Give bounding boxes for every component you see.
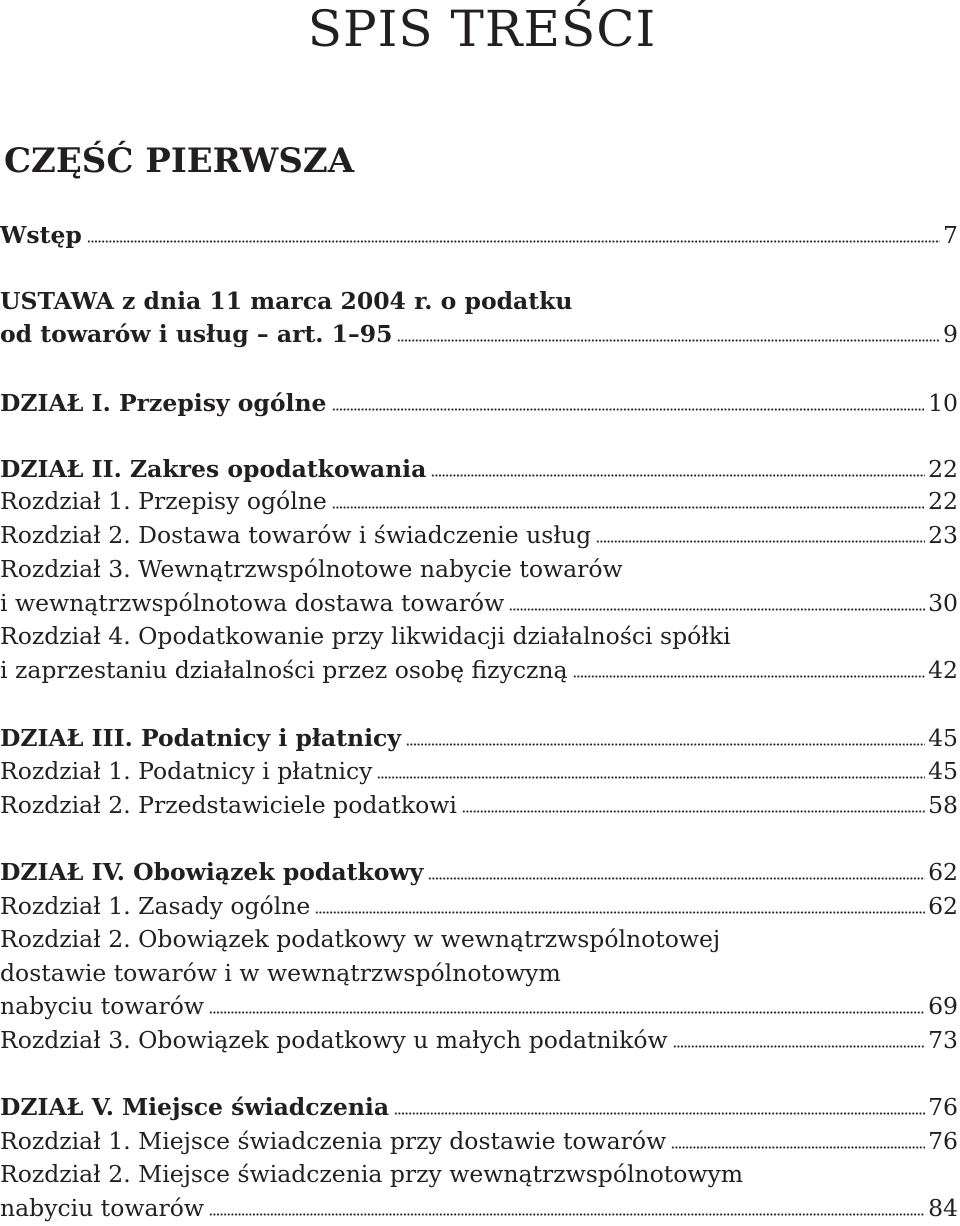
toc-entry-page: 10 [928, 389, 958, 417]
part-title: CZĘŚĆ PIERWSZA [4, 141, 355, 181]
toc-entry-title: Rozdział 1. Zasady ogólne [0, 892, 311, 920]
toc-entry-title: DZIAŁ V. Miejsce świadczenia [0, 1093, 390, 1121]
toc-entry-title: USTAWA z dnia 11 marca 2004 r. o podatku [0, 287, 573, 315]
toc-entry-title: Rozdział 3. Wewnątrzwspólnotowe nabycie towarów [0, 555, 623, 583]
toc-entry [0, 989, 958, 1023]
toc-entry-title: DZIAŁ I. Przepisy ogólne [0, 389, 327, 417]
toc-entry-page: 69 [928, 992, 958, 1020]
toc-entry-title: Rozdział 3. Obowiązek podatkowy u małych podatników [0, 1026, 668, 1054]
toc-entry-title: nabyciu towarów [0, 992, 204, 1020]
dot-leader [377, 770, 925, 779]
dot-leader [397, 333, 940, 342]
toc-entry [0, 1191, 958, 1225]
toc-entry-title: DZIAŁ II. Zakres opodatkowania [0, 455, 427, 483]
dot-leader [428, 871, 925, 880]
toc-entry-title: DZIAŁ III. Podatnicy i płatnicy [0, 724, 401, 752]
toc-entry [0, 518, 958, 552]
toc-entry [0, 619, 958, 653]
toc-entry [0, 317, 958, 351]
dot-leader [332, 500, 925, 509]
toc-entry-title: nabyciu towarów [0, 1194, 204, 1222]
toc-entry-title: Rozdział 1. Podatnicy i płatnicy [0, 757, 373, 785]
dot-leader [596, 534, 925, 543]
toc-entry [0, 1124, 958, 1158]
toc-entry [0, 452, 958, 486]
toc-entry-title: Rozdział 2. Obowiązek podatkowy w wewnątrzwspólnotowej [0, 925, 721, 953]
dot-leader [671, 1140, 925, 1149]
toc-entry-title: dostawie towarów i w wewnątrzwspólnotowym [0, 959, 561, 987]
toc-entry-title: Rozdział 1. Miejsce świadczenia przy dostawie towarów [0, 1127, 667, 1155]
dot-leader [315, 905, 925, 914]
toc-entry-page: 84 [928, 1194, 958, 1222]
toc-entry-title: i wewnątrzwspólnotowa dostawa towarów [0, 589, 505, 617]
toc-entry [0, 788, 958, 822]
dot-leader [209, 1005, 925, 1014]
toc-entry-page: 62 [928, 892, 958, 920]
dot-leader [673, 1039, 926, 1048]
toc-entry [0, 922, 958, 956]
dot-leader [332, 402, 926, 411]
dot-leader [209, 1207, 925, 1216]
toc-entry-title: od towarów i usług – art. 1–95 [0, 320, 393, 348]
dot-leader [509, 602, 925, 611]
toc-entry [0, 1023, 958, 1057]
toc-entry-page: 9 [943, 320, 958, 348]
toc-entry-page: 62 [928, 858, 958, 886]
toc-entry [0, 855, 958, 889]
toc-entry-page: 45 [928, 757, 958, 785]
toc-entry [0, 754, 958, 788]
toc-entry-page: 23 [928, 521, 958, 549]
toc-entry-title: Rozdział 4. Opodatkowanie przy likwidacji działalności spółki [0, 622, 731, 650]
toc-entry [0, 721, 958, 755]
toc-entry-page: 76 [928, 1127, 958, 1155]
toc-entry [0, 484, 958, 518]
toc-entry [0, 386, 958, 420]
dot-leader [573, 669, 926, 678]
toc-entry-title: DZIAŁ IV. Obowiązek podatkowy [0, 858, 424, 886]
page-title: SPIS TREŚCI [307, 0, 657, 58]
toc-entry-page: 22 [928, 487, 958, 515]
toc-entry [0, 284, 958, 318]
toc-entry-page: 76 [928, 1093, 958, 1121]
toc-entry [0, 653, 958, 687]
toc-entry-title: i zaprzestaniu działalności przez osobę fizyczną [0, 656, 568, 684]
toc-entry-title: Rozdział 2. Dostawa towarów i świadczenie usług [0, 521, 592, 549]
toc-entry-page: 7 [943, 221, 958, 249]
toc-entry [0, 1090, 958, 1124]
toc-entry [0, 1157, 958, 1191]
toc-entry [0, 218, 958, 252]
toc-entry [0, 586, 958, 620]
toc-entry-page: 42 [928, 656, 958, 684]
toc-entry [0, 552, 958, 586]
dot-leader [87, 234, 940, 243]
toc-entry-page: 30 [928, 589, 958, 617]
toc-entry-page: 45 [928, 724, 958, 752]
toc-entry-title: Wstęp [0, 221, 82, 249]
dot-leader [431, 468, 925, 477]
dot-leader [394, 1106, 925, 1115]
dot-leader [462, 804, 925, 813]
dot-leader [406, 737, 925, 746]
toc-entry [0, 889, 958, 923]
toc-entry-page: 58 [928, 791, 958, 819]
toc-entry-page: 73 [928, 1026, 958, 1054]
toc-entry-title: Rozdział 2. Przedstawiciele podatkowi [0, 791, 457, 819]
toc-entry-page: 22 [928, 455, 958, 483]
toc-entry [0, 956, 958, 990]
toc-entry-title: Rozdział 2. Miejsce świadczenia przy wewnątrzwspólnotowym [0, 1160, 744, 1188]
toc-entry-title: Rozdział 1. Przepisy ogólne [0, 487, 327, 515]
